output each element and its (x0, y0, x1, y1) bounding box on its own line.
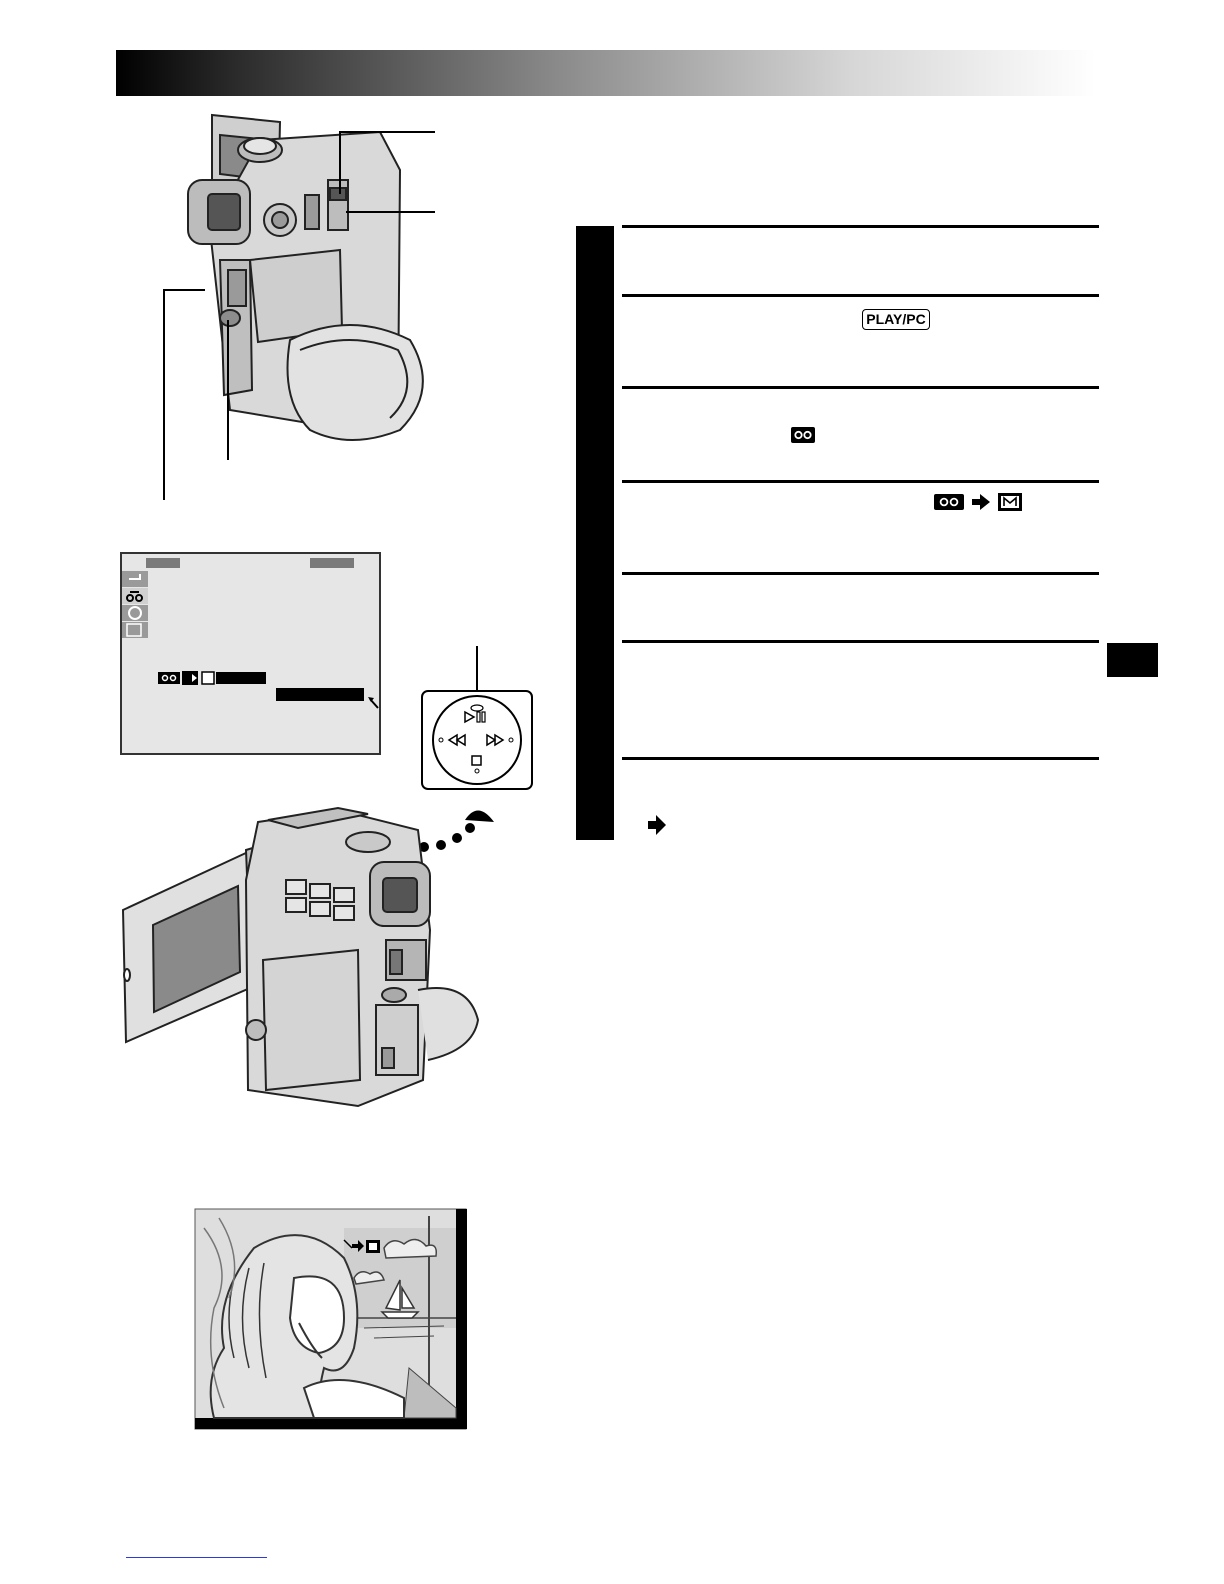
control-dial-inset (420, 640, 536, 792)
step-sidebar-bar (576, 226, 614, 840)
step-rule-5 (622, 572, 1099, 575)
tape-icon (122, 588, 148, 604)
camcorder-open-lcd-illustration (118, 790, 498, 1110)
tape-icon (791, 427, 815, 443)
play-pc-badge: PLAY/PC (862, 309, 930, 330)
header-gradient-bar (116, 50, 1096, 96)
section-tab (1107, 643, 1158, 677)
lcd-menu-screen (120, 552, 382, 756)
step-rule-3 (622, 386, 1099, 389)
step-rule-2 (622, 294, 1099, 297)
step-rule-6 (622, 640, 1099, 643)
step-rule-7 (622, 757, 1099, 760)
playback-screen-illustration (194, 1208, 468, 1430)
step-rule-1 (622, 225, 1099, 228)
tape-to-memory-indicator (934, 492, 1024, 512)
footer-link-rule (126, 1557, 267, 1558)
step-rule-4 (622, 480, 1099, 483)
camcorder-top-illustration (150, 110, 440, 510)
arrow-right-icon (648, 815, 666, 835)
